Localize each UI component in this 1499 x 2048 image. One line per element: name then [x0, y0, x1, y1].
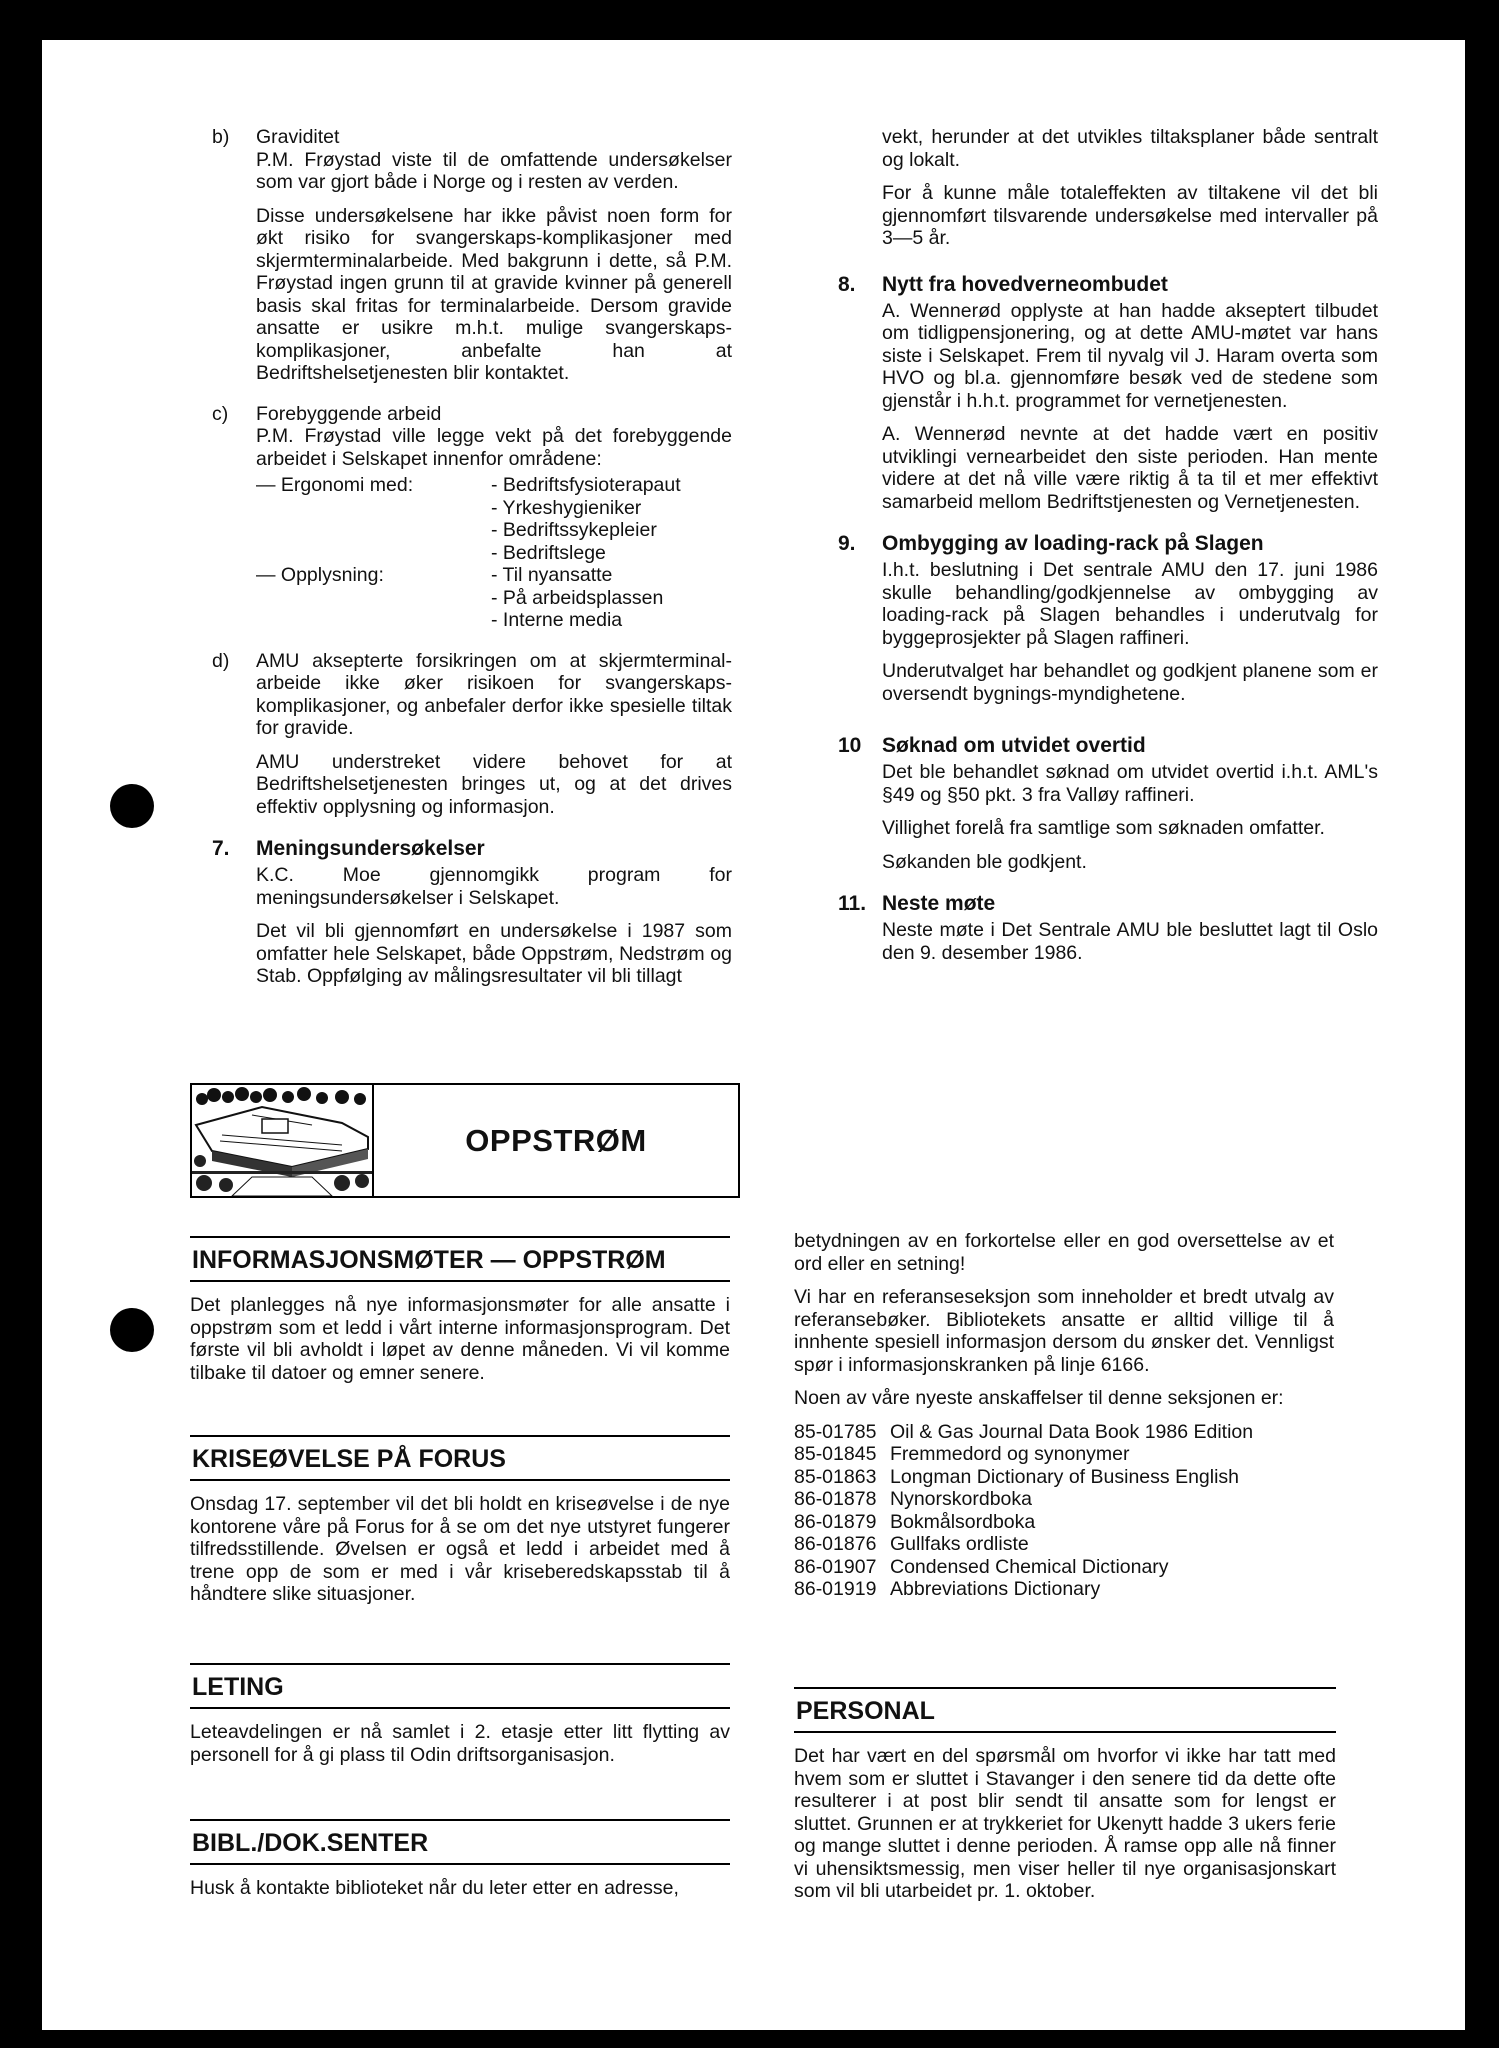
- section-10-title: Søknad om utvidet overtid: [882, 734, 1146, 757]
- area-item: - Bedriftsfysioterapaut: [491, 474, 681, 496]
- item-title: Gullfaks ordliste: [890, 1533, 1029, 1555]
- section-11-title: Neste møte: [882, 892, 996, 915]
- item-title: Nynorskordboka: [890, 1488, 1032, 1510]
- document-page: [42, 40, 1465, 2030]
- section-10-heading: [838, 733, 1378, 759]
- section-8: [838, 272, 1378, 514]
- section-10: [838, 733, 1378, 873]
- crisis-drill-section: [190, 1435, 730, 1617]
- library-continued: [794, 1230, 1334, 1601]
- section-10-p2: Villighet forelå fra samtlige som søknaden omfatter.: [882, 817, 1325, 839]
- info-meetings-section: [190, 1236, 730, 1395]
- item-code: 86-01878: [794, 1488, 877, 1510]
- list-item: [794, 1578, 1253, 1601]
- section-11-number: 11.: [838, 892, 867, 915]
- banner-title: OPPSTRØM: [465, 1122, 647, 1158]
- section-8-heading: [838, 272, 1378, 298]
- area-label: [256, 587, 491, 610]
- area-item: - Yrkeshygieniker: [491, 496, 642, 519]
- section-10-p3: Søkanden ble godkjent.: [882, 850, 1087, 873]
- item-title: Bokmålsordboka: [890, 1510, 1036, 1533]
- focus-areas-table: [256, 474, 681, 632]
- library-p1: Husk å kontakte biblioteket når du leter etter en adresse,: [190, 1877, 679, 1899]
- section-9-p2: Underutvalget har behandlet og godkjent planene som er oversendt bygnings-myndighetene.: [882, 660, 1378, 705]
- crisis-drill-p1: Onsdag 17. september vil det bli holdt en kriseøvelse i de nye kontorene våre på Forus for å se om det nye utstyret fungerer tilfredsstillende. Øvelsen er også et ledd i arbeidet med å trene opp de som er med i vår kriseberedskapsstab til å håndtere slike situasjoner.: [190, 1493, 730, 1605]
- exploration-section: [190, 1663, 730, 1777]
- crisis-drill-title: KRISEØVELSE PÅ FORUS: [190, 1437, 730, 1481]
- punch-hole-icon: [110, 784, 154, 828]
- section-9-title: Ombygging av loading-rack på Slagen: [882, 532, 1264, 555]
- section-b-p2: Disse undersøkelsene har ikke påvist noen form for økt risiko for svangerskaps-komplikasjoner med skjermterminalarbeide. Med bakgrunn i dette, så P.M. Frøystad ingen grunn til at gravide kvinner på generell basis skal fritas for terminalarbeide. Dersom gravide ansatte er usikre m.h.t. mulige svangerskaps-komplikasjoner, anbefalte han at Bedriftshelsetjenesten blir kontaktet.: [256, 204, 732, 384]
- section-11-heading: [838, 891, 1378, 917]
- area-item: - Interne media: [491, 609, 623, 631]
- left-column: [212, 126, 732, 1006]
- table-row: [256, 564, 681, 587]
- library-cont-p1: betydningen av en forkortelse eller en god oversettelse av et ord eller en setning!: [794, 1230, 1334, 1275]
- info-meetings-title: INFORMASJONSMØTER — OPPSTRØM: [190, 1238, 730, 1282]
- section-c-title: Forebyggende arbeid: [256, 402, 442, 425]
- exploration-p1: Leteavdelingen er nå samlet i 2. etasje etter litt flytting av personell for å gi plass til Odin driftsorganisasjon.: [190, 1721, 730, 1766]
- building-illustration: [192, 1085, 374, 1196]
- section-8-title: Nytt fra hovedverneombudet: [882, 272, 1168, 296]
- section-7-continued: [838, 126, 1378, 250]
- section-9-number: 9.: [838, 532, 856, 555]
- section-c-p1: P.M. Frøystad ville legge vekt på det forebyggende arbeidet i Selskapet innenfor områdene:: [256, 425, 732, 470]
- section-9: [838, 531, 1378, 705]
- section-11: [838, 891, 1378, 964]
- section-11-p1: Neste møte i Det Sentrale AMU ble besluttet lagt til Oslo den 9. desember 1986.: [882, 919, 1378, 964]
- section-7-heading: [212, 836, 732, 862]
- section-b: [212, 126, 732, 385]
- oppstrom-banner: [190, 1083, 740, 1198]
- library-section: [190, 1819, 730, 1911]
- table-row: [256, 497, 681, 520]
- section-9-heading: [838, 531, 1378, 557]
- section-c-label: c): [212, 402, 229, 425]
- area-item: - Bedriftslege: [491, 541, 606, 564]
- section-c: [212, 403, 732, 632]
- item-code: 85-01785: [794, 1420, 877, 1443]
- item-title: Fremmedord og synonymer: [890, 1443, 1130, 1465]
- area-label: [256, 519, 491, 542]
- list-item: [794, 1466, 1253, 1489]
- section-d-p1: AMU aksepterte forsikringen om at skjermterminal-arbeide ikke øker risikoen for svangerskaps-komplikasjoner, og anbefaler derfor ikke spesielle tiltak for gravide.: [256, 649, 732, 739]
- table-row: [256, 542, 681, 565]
- list-item: [794, 1421, 1253, 1444]
- personnel-section: [794, 1687, 1336, 1914]
- item-code: 85-01863: [794, 1465, 877, 1488]
- library-title: BIBL./DOK.SENTER: [190, 1821, 730, 1865]
- item-code: 86-01876: [794, 1533, 877, 1555]
- area-label: [256, 497, 491, 520]
- section-7: [212, 836, 732, 988]
- item-title: Oil & Gas Journal Data Book 1986 Edition: [890, 1420, 1254, 1443]
- section-10-p1: Det ble behandlet søknad om utvidet overtid i.h.t. AML's §49 og §50 pkt. 3 fra Valløy raffineri.: [882, 761, 1378, 806]
- section-7-p2: Det vil bli gjennomført en undersøkelse i 1987 som omfatter hele Selskapet, både Oppstrøm, Nedstrøm og Stab. Oppfølging av målingsresultater vil bli tillagt: [256, 920, 732, 987]
- section-b-title: Graviditet: [256, 126, 340, 148]
- item-title: Abbreviations Dictionary: [890, 1578, 1101, 1600]
- punch-hole-icon: [110, 1308, 154, 1352]
- area-item: - På arbeidsplassen: [491, 586, 664, 609]
- section-d-p2: AMU understreket videre behovet for at Bedriftshelsetjenesten bringes ut, og at det drives effektiv opplysning og informasjon.: [256, 750, 732, 818]
- area-label: — Opplysning:: [256, 564, 384, 586]
- continued-p2: For å kunne måle totaleffekten av tiltakene vil det bli gjennomført tilsvarende undersøkelse med intervaller på 3—5 år.: [882, 182, 1378, 249]
- section-7-number: 7.: [212, 837, 230, 860]
- section-8-p1: A. Wennerød opplyste at han hadde akseptert tilbudet om tidligpensjonering, og at dette AMU-møtet var hans siste i Selskapet. Frem til nyvalg vil J. Haram overta som HVO og bl.a. gjennomføre besøk ved de stedene som gjenstår i h.h.t. programmet for vernetjenesten.: [882, 299, 1378, 412]
- acquisitions-list: [794, 1421, 1253, 1601]
- continued-p1: vekt, herunder at det utvikles tiltaksplaner både sentralt og lokalt.: [882, 126, 1378, 171]
- exploration-title: LETING: [190, 1665, 730, 1709]
- item-title: Condensed Chemical Dictionary: [890, 1555, 1169, 1578]
- table-row: [256, 519, 681, 542]
- list-item: [794, 1511, 1253, 1534]
- list-item: [794, 1488, 1253, 1511]
- item-title: Longman Dictionary of Business English: [890, 1465, 1240, 1488]
- area-item: - Bedriftssykepleier: [491, 519, 657, 541]
- personnel-title: PERSONAL: [794, 1689, 1336, 1733]
- section-10-number: 10: [838, 734, 862, 757]
- library-cont-p2: Vi har en referanseseksjon som inneholder et bredt utvalg av referansebøker. Bibliotekets ansatte er alltid villige til å innhente spesiell informasjon dersom du ønsker det. Vennligst spør i informasjonskranken på linje 6166.: [794, 1286, 1334, 1376]
- section-8-number: 8.: [838, 272, 856, 296]
- section-b-label: b): [212, 126, 230, 148]
- table-row: [256, 474, 681, 497]
- section-7-title: Meningsundersøkelser: [256, 837, 485, 860]
- item-code: 85-01845: [794, 1443, 877, 1465]
- area-item: - Til nyansatte: [491, 564, 613, 586]
- area-label: [256, 542, 491, 565]
- section-d: [212, 650, 732, 819]
- section-d-label: d): [212, 649, 230, 672]
- library-cont-p3: Noen av våre nyeste anskaffelser til denne seksjonen er:: [794, 1387, 1284, 1409]
- list-item: [794, 1443, 1253, 1466]
- item-code: 86-01907: [794, 1555, 877, 1578]
- item-code: 86-01879: [794, 1510, 877, 1533]
- info-meetings-p1: Det planlegges nå nye informasjonsmøter for alle ansatte i oppstrøm som et ledd i vårt interne informasjonsprogram. Det første vil bli avholdt i løpet av denne måneden. Vi vil komme tilbake til datoer og emner senere.: [190, 1294, 730, 1384]
- section-8-p2: A. Wennerød nevnte at det hadde vært en positiv utviklingi vernearbeidet den siste perioden. Han mente videre at det nå ville være riktig å ta til et mer effektivt samarbeid mellom Bedriftstjenesten og Vernetjenesten.: [882, 423, 1378, 513]
- list-item: [794, 1556, 1253, 1579]
- area-label: — Ergonomi med:: [256, 474, 414, 496]
- list-item: [794, 1533, 1253, 1556]
- section-b-p1: P.M. Frøystad viste til de omfattende undersøkelser som var gjort både i Norge og i resten av verden.: [256, 148, 732, 193]
- item-code: 86-01919: [794, 1578, 877, 1600]
- section-7-p1: K.C. Moe gjennomgikk program for meningsundersøkelser i Selskapet.: [256, 864, 732, 909]
- right-column: [838, 126, 1378, 982]
- personnel-p1: Det har vært en del spørsmål om hvorfor vi ikke har tatt med hvem som er sluttet i Stavanger i den senere tid da dette ofte resulterer i at post blir sendt til ansatte som for lengst er sluttet. Grunnen er at trykkeriet for Ukenytt hadde 3 ukers ferie og mange sluttet i denne perioden. Å ramse opp alle nå finner vi uhensiktsmessig, men viser heller til nye organisasjonskart som vil bli utarbeidet pr. 1. oktober.: [794, 1745, 1336, 1902]
- area-label: [256, 609, 491, 632]
- table-row: [256, 609, 681, 632]
- table-row: [256, 587, 681, 610]
- section-9-p1: I.h.t. beslutning i Det sentrale AMU den 17. juni 1986 skulle behandling/godkjennelse av ombygging av loading-rack på Slagen behandles i underutvalg for byggeprosjekter på Slagen raffineri.: [882, 559, 1378, 649]
